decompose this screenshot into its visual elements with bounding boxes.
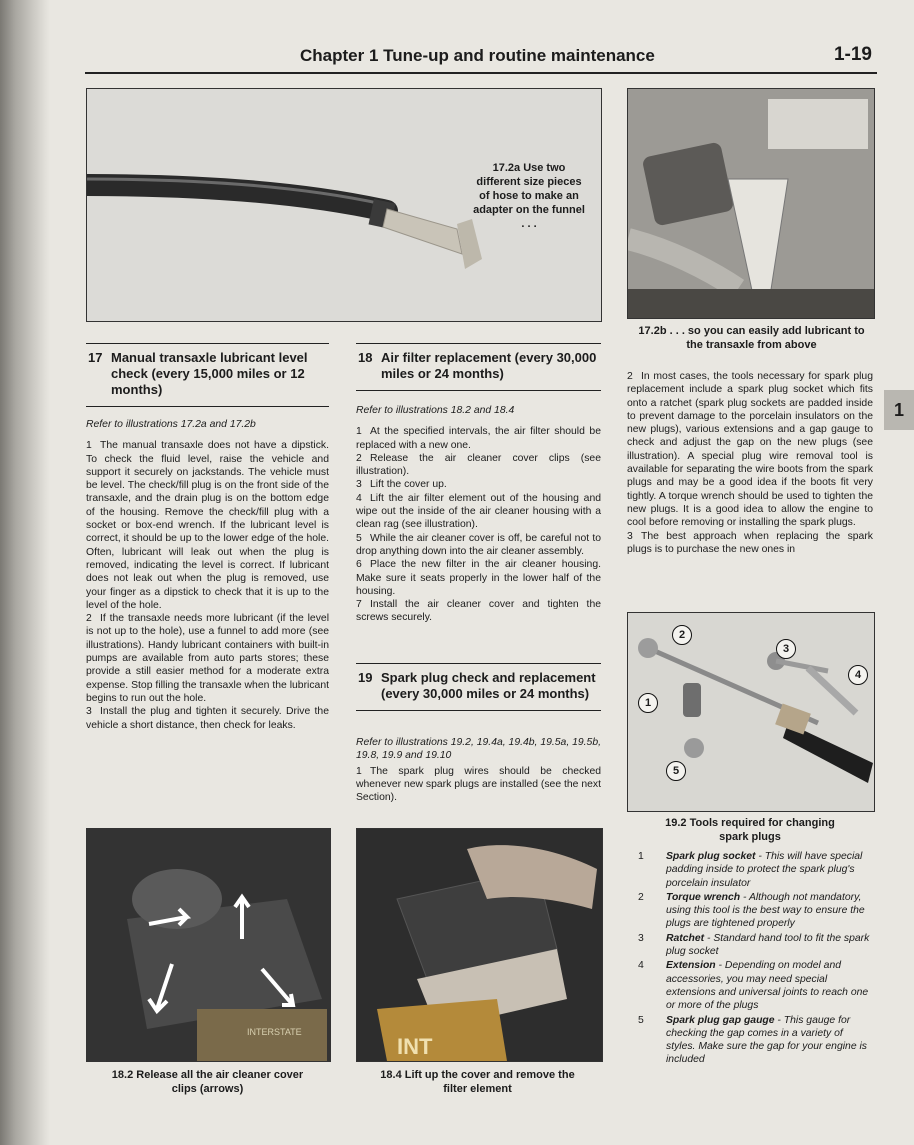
paragraph-text: The spark plug wires should be checked whenever new spark plugs are installed (see the next Section). — [356, 765, 601, 804]
paragraph — [627, 530, 873, 557]
paragraph — [356, 765, 601, 805]
figure-17-2b-caption: 17.2b . . . so you can easily add lubricant to the transaxle from above — [638, 325, 865, 351]
paragraph — [356, 598, 601, 625]
paragraph — [356, 532, 601, 559]
paragraph-number: 6 — [356, 559, 362, 571]
paragraph-number: 2 — [627, 371, 633, 382]
header-rule — [85, 72, 877, 74]
legend-number: 1 — [638, 851, 644, 862]
figure-19-2-legend — [638, 850, 874, 1068]
figure-17-2a-photo — [86, 88, 602, 322]
paragraph-number: 3 — [627, 530, 633, 542]
paragraph-text: Lift the air filter element out of the housing and wipe out the inside of the air cleaner housing with a clean rag (see illustration). — [356, 492, 601, 531]
paragraph-text: At the specified intervals, the air filter should be replaced with a new one. — [356, 426, 601, 451]
paragraph — [356, 492, 601, 532]
paragraph — [627, 370, 873, 530]
paragraph-number: 5 — [356, 532, 362, 544]
paragraph-number: 2 — [356, 452, 362, 464]
legend-term: Spark plug gap gauge — [666, 1014, 775, 1026]
figure-17-2b-photo — [627, 88, 875, 319]
paragraph — [356, 558, 601, 598]
figure-18-2-photo — [86, 828, 331, 1062]
callout-3: 3 — [776, 639, 796, 659]
paragraph-number: 3 — [86, 706, 92, 718]
paragraph — [356, 425, 601, 452]
paragraph-text: In most cases, the tools necessary for spark plug replacement include a spark plug socket which fits onto a ratchet (spark plug sockets are padded inside to prevent damage to the porcelain insulators on the new plugs), various extensions and a gap gauge to check and adjust the gap on the new plugs (see illustration). A special plug wire removal tool is available for separating the wire boots from the spark plugs and may be a good idea if the boots fit very tightly. A torque wrench should be used to tighten the new plugs. It is a good idea to allow the engine to cool before removing or installing the spark plugs. — [627, 371, 873, 529]
paragraph-number: 7 — [356, 599, 362, 611]
section-18-number: 18 — [358, 350, 373, 365]
paragraph — [86, 439, 329, 612]
chapter-title: Chapter 1 Tune-up and routine maintenance — [300, 46, 655, 65]
book-binding-shadow — [0, 0, 50, 1145]
paragraph-number: 3 — [356, 479, 362, 491]
paragraph-number: 1 — [356, 765, 362, 777]
legend-number: 5 — [638, 1014, 644, 1026]
paragraph — [86, 612, 329, 705]
section-19-title: Spark plug check and replacement (every 30,000 miles or 24 months) — [381, 670, 596, 701]
section-19-continued — [627, 370, 873, 556]
legend-term: Extension — [666, 960, 716, 972]
paragraph-text: Install the plug and tighten it securely. Drive the vehicle a short distance, then check for leaks. — [86, 706, 329, 731]
legend-term: Torque wrench — [666, 891, 741, 903]
legend-item — [638, 959, 874, 1012]
paragraph-number: 2 — [86, 613, 92, 625]
paragraph-number: 1 — [86, 440, 92, 452]
paragraph-text: Install the air cleaner cover and tighten the screws securely. — [356, 599, 601, 624]
legend-number: 4 — [638, 960, 644, 972]
figure-17-2a-caption: 17.2a Use two different size pieces of hose to make an adapter on the funnel . . . — [473, 162, 585, 230]
paragraph — [86, 705, 329, 732]
legend-term: Ratchet — [666, 932, 705, 944]
paragraph-text: Place the new filter in the air cleaner housing. Make sure it seats properly in the lower half of the housing. — [356, 559, 601, 597]
section-18-heading — [356, 343, 601, 391]
paragraph-text: The manual transaxle does not have a dipstick. To check the fluid level, raise the vehicle and support it securely on jackstands. The vehicle must be level. The check/fill plug is on the front side of the transaxle, and the drain plug is on the bottom edge of the housing. Remove the check/fill plug with a socket or box-end wrench. If the lubricant level is correct, it should be up to the lower edge of the hole. Often, lubricant will leak out when the plug is removed, indicating the level is correct. If lubricant does not leak out when the plug is removed, use your finger as a dipstick to check that it is up to the level of the hole. — [86, 440, 329, 611]
section-19-ref: Refer to illustrations 19.2, 19.4a, 19.4b, 19.5a, 19.5b, 19.8, 19.9 and 19.10 — [356, 737, 601, 762]
callout-4: 4 — [848, 665, 868, 685]
legend-desc: - This will have special padding inside to protect the spark plug's porcelain insulator — [666, 851, 863, 889]
section-18-title: Air filter replacement (every 30,000 miles or 24 months) — [381, 350, 597, 381]
legend-number: 2 — [638, 891, 644, 903]
battery-label: INTERSTATE — [247, 1027, 302, 1037]
legend-desc: - Although not mandatory, using this tool is the best way to ensure the plugs are tightened properly — [666, 891, 865, 930]
section-17-title: Manual transaxle lubricant level check (every 15,000 miles or 12 months) — [111, 350, 308, 397]
section-19-heading — [356, 663, 601, 711]
chapter-tab-marker: 1 — [884, 390, 914, 430]
section-17-heading — [86, 343, 329, 407]
legend-term: Spark plug socket — [666, 851, 756, 862]
legend-item — [638, 932, 874, 959]
spark-plug-tools-illustration — [628, 613, 874, 811]
legend-desc: - Depending on model and accessories, you may need special extensions and universal joints to reach one or more of the plugs — [666, 960, 869, 1012]
legend-item — [638, 891, 874, 931]
funnel-pouring-illustration — [628, 89, 874, 318]
legend-desc: - Standard hand tool to fit the spark plug socket — [666, 932, 870, 958]
figure-19-2-photo — [627, 612, 875, 812]
paragraph-text: The best approach when replacing the spark plugs is to purchase the new ones in — [627, 530, 873, 555]
legend-item — [638, 1014, 874, 1067]
legend-desc: - This gauge for checking the gap comes in a variety of styles. Make sure the gap for your engine is included — [666, 1014, 867, 1066]
section-18-body — [356, 404, 601, 625]
page-number: 1-19 — [833, 44, 872, 65]
section-17-number: 17 — [88, 350, 103, 365]
figure-18-4-caption: 18.4 Lift up the cover and remove the filter element — [380, 1069, 575, 1095]
paragraph-text: If the transaxle needs more lubricant (if the level is not up to the hole), use a funnel to add more (see illustrations). Handy lubricant containers with built-in pumps are available from auto parts stores; these provide a still easier method for a moderate extra expense. Stop filling the transaxle when the lubricant begins to run out the hole. — [86, 613, 329, 704]
callout-1: 1 — [638, 693, 658, 713]
paragraph — [356, 478, 601, 491]
callout-2: 2 — [672, 625, 692, 645]
figure-19-2-caption: 19.2 Tools required for changing spark plugs — [665, 817, 835, 843]
legend-number: 3 — [638, 932, 644, 944]
legend-item — [638, 850, 874, 890]
paragraph-text: While the air cleaner cover is off, be careful not to drop anything down into the air cleaner assembly. — [356, 532, 601, 557]
figure-18-4-photo — [356, 828, 603, 1062]
paragraph-number: 1 — [356, 426, 362, 438]
section-19-body — [356, 736, 601, 804]
paragraph — [356, 452, 601, 479]
air-cleaner-clips-illustration — [87, 829, 330, 1061]
section-19-number: 19 — [358, 670, 373, 685]
paragraph-text: Release the air cleaner cover clips (see illustration). — [356, 452, 601, 478]
paragraph-number: 4 — [356, 492, 362, 504]
figure-18-2-caption: 18.2 Release all the air cleaner cover clips (arrows) — [111, 1069, 304, 1095]
callout-5: 5 — [666, 761, 686, 781]
section-17-body — [86, 418, 329, 732]
battery-label: INT — [397, 1034, 433, 1059]
paragraph-text: Lift the cover up. — [370, 479, 447, 491]
section-17-ref: Refer to illustrations 17.2a and 17.2b — [86, 419, 256, 430]
section-18-ref: Refer to illustrations 18.2 and 18.4 — [356, 405, 515, 416]
filter-element-illustration — [357, 829, 602, 1061]
